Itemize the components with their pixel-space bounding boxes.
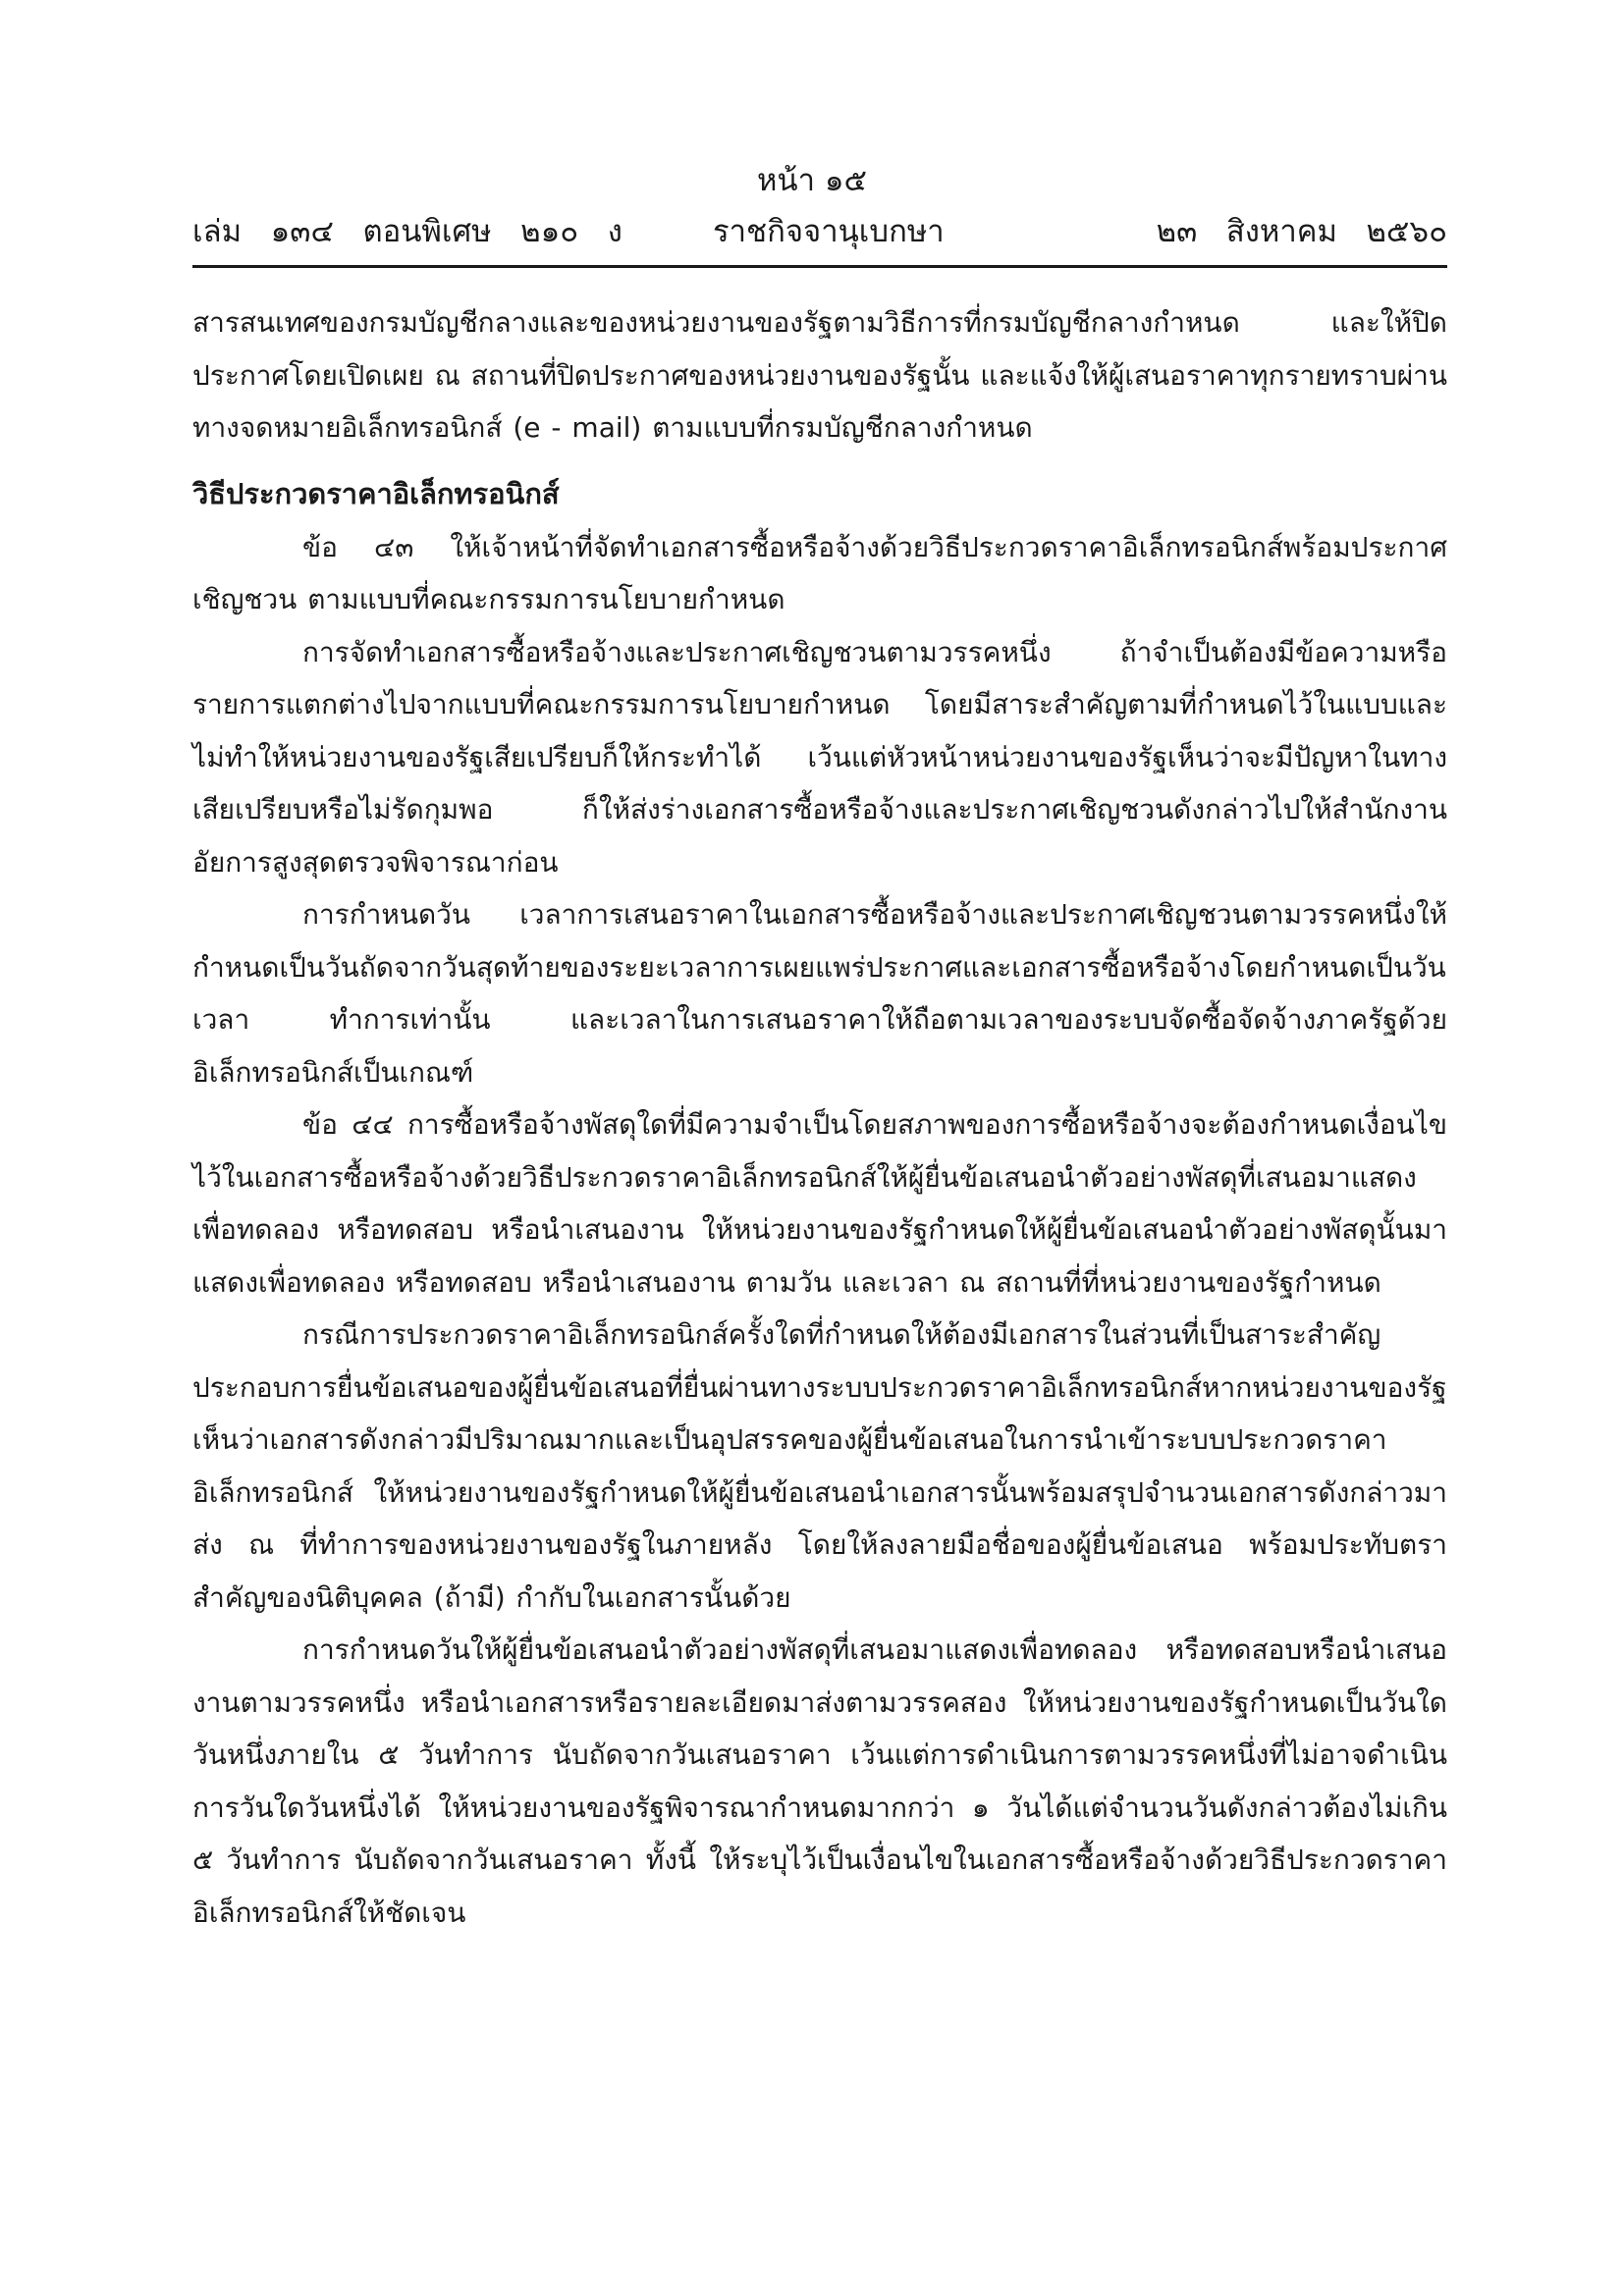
clause-44-paragraph: ข้อ ๔๔ การซื้อหรือจ้างพัสดุใดที่มีความจำเป็นโดยสภาพของการซื้อหรือจ้างจะต้องกำหนดเงื่อนไขไว้ในเอกสารซื้อหรือจ้างด้วยวิธีประกวดราคาอิเล็กทรอนิกส์ให้ผู้ยื่นข้อเสนอนำตัวอย่างพัสดุที่เสนอมาแสดงเพื่อทดลอง หรือทดสอบ หรือนำเสนองาน ให้หน่วยงานของรัฐกำหนดให้ผู้ยื่นข้อเสนอนำตัวอย่างพัสดุนั้นมาแสดงเพื่อทดลอง หรือทดสอบ หรือนำเสนองาน ตามวัน และเวลา ณ สถานที่ที่หน่วยงานของรัฐกำหนด <box>192 1108 1447 1299</box>
section-heading: วิธีประกวดราคาอิเล็กทรอนิกส์ <box>192 476 560 510</box>
header-divider <box>192 265 1447 268</box>
continuation-paragraph: สารสนเทศของกรมบัญชีกลางและของหน่วยงานของรัฐตามวิธีการที่กรมบัญชีกลางกำหนด และให้ปิดประกาศโดยเปิดเผย ณ สถานที่ปิดประกาศของหน่วยงานของรัฐนั้น และแจ้งให้ผู้เสนอราคาทุกรายทราบผ่านทางจดหมายอิเล็กทรอนิกส์ (e - mail) ตามแบบที่กรมบัญชีกลางกำหนด <box>192 306 1448 444</box>
gazette-header <box>192 210 1447 253</box>
publication-title: ราชกิจจานุเบกษา <box>713 214 945 249</box>
clause-43-paragraph: ข้อ ๔๓ ให้เจ้าหน้าที่จัดทำเอกสารซื้อหรือจ้างด้วยวิธีประกวดราคาอิเล็กทรอนิกส์พร้อมประกาศเชิญชวน ตามแบบที่คณะกรรมการนโยบายกำหนด <box>192 530 1447 615</box>
clause-43-paragraph-2: การจัดทำเอกสารซื้อหรือจ้างและประกาศเชิญชวนตามวรรคหนึ่ง ถ้าจำเป็นต้องมีข้อความหรือรายการแตกต่างไปจากแบบที่คณะกรรมการนโยบายกำหนด โดยมีสาระสำคัญตามที่กำหนดไว้ในแบบและไม่ทำให้หน่วยงานของรัฐเสียเปรียบก็ให้กระทำได้ เว้นแต่หัวหน้าหน่วยงานของรัฐเห็นว่าจะมีปัญหาในทางเสียเปรียบหรือไม่รัดกุมพอ ก็ให้ส่งร่างเอกสารซื้อหรือจ้างและประกาศเชิญชวนดังกล่าวไปให้สำนักงานอัยการสูงสุดตรวจพิจารณาก่อน <box>192 635 1447 879</box>
clause-43-paragraph-3: การกำหนดวัน เวลาการเสนอราคาในเอกสารซื้อหรือจ้างและประกาศเชิญชวนตามวรรคหนึ่งให้กำหนดเป็นวันถัดจากวันสุดท้ายของระยะเวลาการเผยแพร่ประกาศและเอกสารซื้อหรือจ้างโดยกำหนดเป็นวัน เวลา ทำการเท่านั้น และเวลาในการเสนอราคาให้ถือตามเวลาของระบบจัดซื้อจัดจ้างภาครัฐด้วยอิเล็กทรอนิกส์เป็นเกณฑ์ <box>192 898 1447 1089</box>
volume-info: เล่ม ๑๓๔ ตอนพิเศษ ๒๑๐ ง <box>192 214 623 249</box>
document-body <box>192 296 1447 1939</box>
page-number: หน้า ๑๕ <box>756 163 868 198</box>
clause-44-paragraph-2: กรณีการประกวดราคาอิเล็กทรอนิกส์ครั้งใดที่กำหนดให้ต้องมีเอกสารในส่วนที่เป็นสาระสำคัญประกอบการยื่นข้อเสนอของผู้ยื่นข้อเสนอที่ยื่นผ่านทางระบบประกวดราคาอิเล็กทรอนิกส์หากหน่วยงานของรัฐเห็นว่าเอกสารดังกล่าวมีปริมาณมากและเป็นอุปสรรคของผู้ยื่นข้อเสนอในการนำเข้าระบบประกวดราคาอิเล็กทรอนิกส์ ให้หน่วยงานของรัฐกำหนดให้ผู้ยื่นข้อเสนอนำเอกสารนั้นพร้อมสรุปจำนวนเอกสารดังกล่าวมาส่ง ณ ที่ทำการของหน่วยงานของรัฐในภายหลัง โดยให้ลงลายมือชื่อของผู้ยื่นข้อเสนอ พร้อมประทับตราสำคัญของนิติบุคคล (ถ้ามี) กำกับในเอกสารนั้นด้วย <box>192 1318 1447 1614</box>
publication-date: ๒๓ สิงหาคม ๒๕๖๐ <box>1156 214 1447 249</box>
clause-44-paragraph-3: การกำหนดวันให้ผู้ยื่นข้อเสนอนำตัวอย่างพัสดุที่เสนอมาแสดงเพื่อทดลอง หรือทดสอบหรือนำเสนองานตามวรรคหนึ่ง หรือนำเอกสารหรือรายละเอียดมาส่งตามวรรคสอง ให้หน่วยงานของรัฐกำหนดเป็นวันใดวันหนึ่งภายใน ๕ วันทำการ นับถัดจากวันเสนอราคา เว้นแต่การดำเนินการตามวรรคหนึ่งที่ไม่อาจดำเนินการวันใดวันหนึ่งได้ ให้หน่วยงานของรัฐพิจารณากำหนดมากกว่า ๑ วันได้แต่จำนวนวันดังกล่าวต้องไม่เกิน ๕ วันทำการ นับถัดจากวันเสนอราคา ทั้งนี้ ให้ระบุไว้เป็นเงื่อนไขในเอกสารซื้อหรือจ้างด้วยวิธีประกวดราคาอิเล็กทรอนิกส์ให้ชัดเจน <box>192 1633 1447 1929</box>
